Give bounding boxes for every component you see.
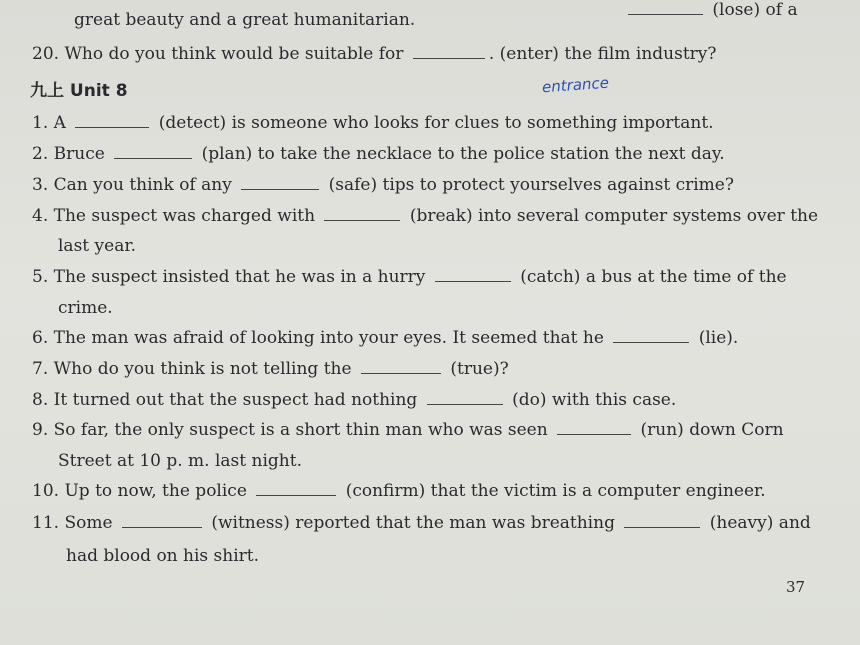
answer-blank[interactable] <box>427 390 503 405</box>
unit-title: 九上 Unit 8 <box>30 81 128 101</box>
question-11-continued: had blood on his shirt. <box>66 546 260 566</box>
answer-blank[interactable] <box>114 144 192 159</box>
question-text: (heavy) and <box>709 513 811 533</box>
answer-blank[interactable] <box>557 420 631 435</box>
answer-blank[interactable] <box>624 513 700 528</box>
question-number: 20. <box>32 44 60 64</box>
answer-blank[interactable] <box>324 206 400 221</box>
question-5 <box>32 267 787 287</box>
static-text: great beauty and a great humanitarian. <box>74 10 416 30</box>
question-number: 8. <box>32 390 49 410</box>
question-text: (plan) to take the necklace to the police station the next day. <box>201 144 725 164</box>
question-text: (detect) is someone who looks for clues to something important. <box>158 113 714 133</box>
question-number: 3. <box>32 175 49 195</box>
question-text: The suspect was charged with <box>53 206 316 226</box>
question-11 <box>32 513 811 533</box>
question-1 <box>32 113 714 133</box>
question-text: Up to now, the police <box>64 481 247 501</box>
question-text: (true)? <box>450 359 509 379</box>
question-text: Can you think of any <box>53 175 232 195</box>
answer-blank[interactable] <box>75 113 149 128</box>
question-number: 2. <box>32 144 49 164</box>
question-20 <box>32 44 717 64</box>
question-text: So far, the only suspect is a short thin man who was seen <box>53 420 548 440</box>
question-number: 6. <box>32 328 49 348</box>
static-text: (lose) of a <box>712 0 798 20</box>
question-text: (witness) reported that the man was breathing <box>211 513 615 533</box>
answer-blank[interactable] <box>435 267 511 282</box>
question-text: A <box>53 113 66 133</box>
question-number: 5. <box>32 267 49 287</box>
question-number: 1. <box>32 113 49 133</box>
question-text: . (enter) the film industry? <box>488 44 717 64</box>
question-number: 11. <box>32 513 60 533</box>
question-number: 4. <box>32 206 49 226</box>
handwritten-answer: entrance <box>541 73 610 97</box>
question-number: 10. <box>32 481 60 501</box>
previous-question-right <box>624 0 798 20</box>
page-number: 37 <box>786 578 806 596</box>
answer-blank[interactable] <box>122 513 202 528</box>
answer-blank[interactable] <box>628 0 703 15</box>
question-text: (break) into several computer systems over the <box>409 206 819 226</box>
question-number: 7. <box>32 359 49 379</box>
question-text: It turned out that the suspect had nothing <box>53 390 418 410</box>
question-6 <box>32 328 738 348</box>
question-5-continued: crime. <box>58 298 113 318</box>
previous-question-line <box>74 10 415 30</box>
question-text: The suspect insisted that he was in a hurry <box>53 267 426 287</box>
question-number: 9. <box>32 420 49 440</box>
question-text: (confirm) that the victim is a computer engineer. <box>345 481 766 501</box>
question-7 <box>32 359 509 379</box>
answer-blank[interactable] <box>241 175 319 190</box>
question-4 <box>32 206 818 226</box>
question-text: (lie). <box>698 328 739 348</box>
question-text: (do) with this case. <box>512 390 677 410</box>
question-text: Who do you think is not telling the <box>53 359 352 379</box>
answer-blank[interactable] <box>413 44 485 59</box>
answer-blank[interactable] <box>361 359 441 374</box>
question-text: Some <box>64 513 113 533</box>
question-text: (safe) tips to protect yourselves against crime? <box>328 175 734 195</box>
answer-blank[interactable] <box>613 328 689 343</box>
question-4-continued: last year. <box>58 236 136 256</box>
question-9-continued: Street at 10 p. m. last night. <box>58 451 302 471</box>
question-text: (run) down Corn <box>640 420 784 440</box>
answer-blank[interactable] <box>256 481 336 496</box>
question-text: (catch) a bus at the time of the <box>520 267 787 287</box>
question-9 <box>32 420 784 440</box>
question-3 <box>32 175 734 195</box>
question-text: Bruce <box>53 144 105 164</box>
question-text: The man was afraid of looking into your eyes. It seemed that he <box>53 328 604 348</box>
question-10 <box>32 481 766 501</box>
question-2 <box>32 144 725 164</box>
question-8 <box>32 390 676 410</box>
question-text: Who do you think would be suitable for <box>64 44 404 64</box>
